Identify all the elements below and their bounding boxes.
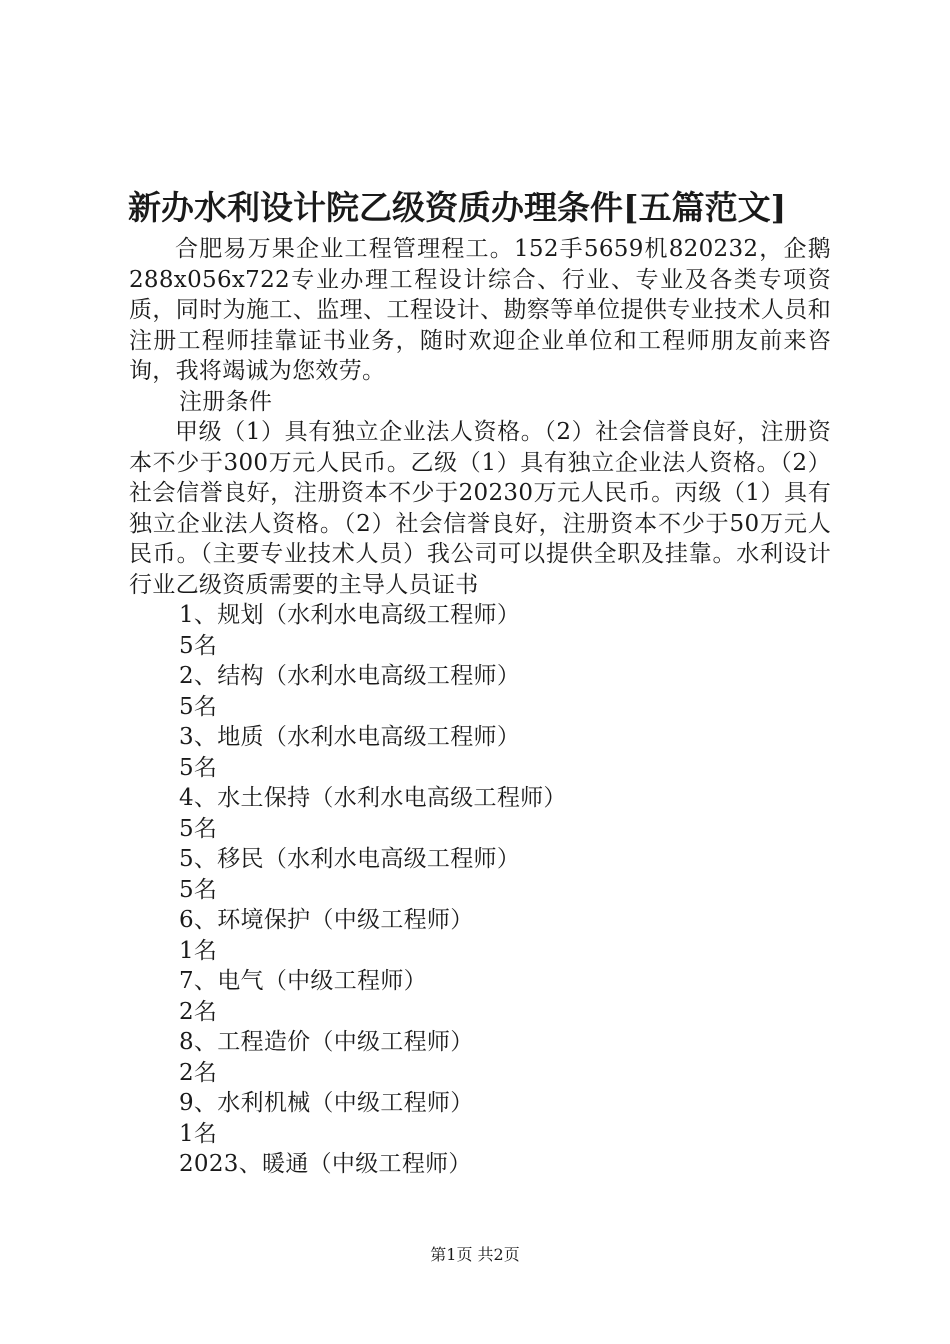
page-footer [0, 1244, 950, 1266]
document-title: 新办水利设计院乙级资质办理条件[五篇范文] [128, 188, 787, 227]
personnel-count: 1名 [179, 1120, 218, 1147]
personnel-count: 5名 [179, 632, 218, 659]
page-indicator: 第1页 共2页 [430, 1245, 520, 1264]
personnel-role: 2、结构（水利水电高级工程师） [179, 663, 521, 689]
personnel-count: 5名 [179, 876, 218, 903]
personnel-count: 2名 [179, 998, 218, 1025]
personnel-role-last: 2023、暖通（中级工程师） [179, 1151, 472, 1177]
personnel-role: 9、水利机械（中级工程师） [179, 1090, 474, 1116]
conditions-paragraph: 甲级（1）具有独立企业法人资格。（2）社会信誉良好，注册资本不少于300万元人民币。乙级（1）具有独立企业法人资格。（2）社会信誉良好，注册资本不少于20230万元人民币。丙级（1）具有独立企业法人资格。（2）社会信誉良好，注册资本不少于50万元人民币。（主要专业技术人员）我公司可以提供全职及挂靠。水利设计行业乙级资质需要的主导人员证书 [129, 419, 831, 598]
personnel-role: 8、工程造价（中级工程师） [179, 1029, 474, 1055]
personnel-count: 5名 [179, 815, 218, 842]
personnel-role: 3、地质（水利水电高级工程师） [179, 724, 521, 750]
document-body [129, 234, 831, 1180]
intro-paragraph: 合肥易万果企业工程管理程工。152手5659机820232，企鹅288x056x722专业办理工程设计综合、行业、专业及各类专项资质，同时为施工、监理、工程设计、勘察等单位提供专业技术人员和注册工程师挂靠证书业务，随时欢迎企业单位和工程师朋友前来咨询，我将竭诚为您效劳。 [129, 236, 831, 384]
personnel-count: 5名 [179, 754, 218, 781]
personnel-role: 5、移民（水利水电高级工程师） [179, 846, 521, 872]
personnel-count: 5名 [179, 693, 218, 720]
personnel-count: 1名 [179, 937, 218, 964]
personnel-role: 1、规划（水利水电高级工程师） [179, 602, 521, 628]
personnel-role: 6、环境保护（中级工程师） [179, 907, 474, 933]
section-heading: 注册条件 [179, 388, 273, 415]
personnel-count: 2名 [179, 1059, 218, 1086]
personnel-role: 7、电气（中级工程师） [179, 968, 427, 994]
personnel-role: 4、水土保持（水利水电高级工程师） [179, 785, 567, 811]
